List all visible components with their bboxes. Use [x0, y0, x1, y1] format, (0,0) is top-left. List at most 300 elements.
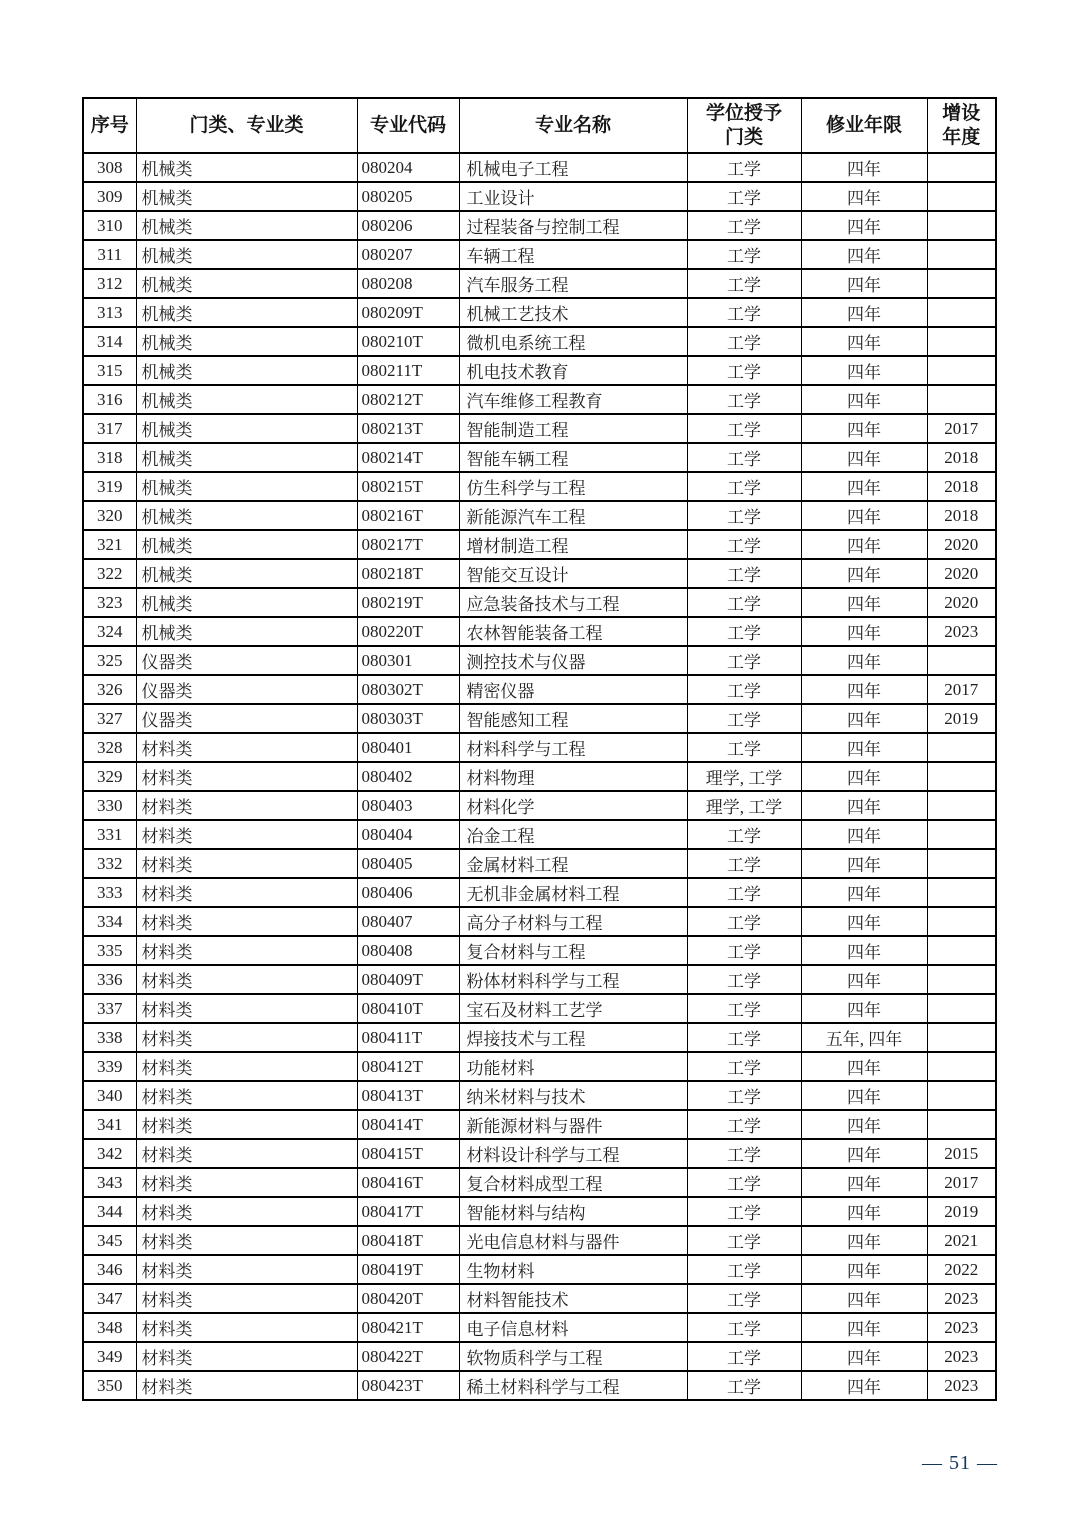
cell-name: 新能源汽车工程: [459, 501, 687, 530]
cell-degree: 工学: [687, 1284, 801, 1313]
table-row: [83, 936, 996, 965]
cell-degree: 工学: [687, 472, 801, 501]
cell-name: 测控技术与仪器: [459, 646, 687, 675]
cell-added: [927, 153, 996, 182]
cell-name: 汽车服务工程: [459, 269, 687, 298]
cell-degree: 工学: [687, 1313, 801, 1342]
cell-years: 四年: [801, 501, 927, 530]
cell-seq: 308: [83, 153, 136, 182]
cell-code: 080217T: [357, 530, 459, 559]
cell-category: 材料类: [136, 907, 357, 936]
cell-degree: 工学: [687, 182, 801, 211]
cell-degree: 理学, 工学: [687, 762, 801, 791]
cell-category: 材料类: [136, 994, 357, 1023]
cell-code: 080302T: [357, 675, 459, 704]
table-row: [83, 1052, 996, 1081]
table-row: [83, 1313, 996, 1342]
cell-name: 无机非金属材料工程: [459, 878, 687, 907]
cell-years: 四年: [801, 327, 927, 356]
cell-years: 四年: [801, 820, 927, 849]
cell-code: 080406: [357, 878, 459, 907]
cell-years: 四年: [801, 385, 927, 414]
cell-code: 080402: [357, 762, 459, 791]
cell-years: 四年: [801, 791, 927, 820]
cell-category: 材料类: [136, 965, 357, 994]
table-row: [83, 269, 996, 298]
cell-seq: 340: [83, 1081, 136, 1110]
cell-name: 冶金工程: [459, 820, 687, 849]
cell-degree: 工学: [687, 269, 801, 298]
cell-name: 仿生科学与工程: [459, 472, 687, 501]
cell-degree: 工学: [687, 530, 801, 559]
cell-code: 080407: [357, 907, 459, 936]
cell-code: 080210T: [357, 327, 459, 356]
cell-code: 080216T: [357, 501, 459, 530]
column-header: 增设 年度: [927, 98, 996, 153]
cell-degree: 工学: [687, 501, 801, 530]
cell-category: 机械类: [136, 356, 357, 385]
table-row: [83, 414, 996, 443]
table-row: [83, 472, 996, 501]
table-row: [83, 1081, 996, 1110]
table-row: [83, 385, 996, 414]
cell-degree: 工学: [687, 1110, 801, 1139]
cell-added: [927, 849, 996, 878]
cell-added: 2020: [927, 530, 996, 559]
cell-seq: 338: [83, 1023, 136, 1052]
cell-years: 四年: [801, 936, 927, 965]
cell-years: 四年: [801, 211, 927, 240]
cell-category: 材料类: [136, 936, 357, 965]
table-row: [83, 704, 996, 733]
cell-added: 2022: [927, 1255, 996, 1284]
cell-years: 四年: [801, 849, 927, 878]
cell-years: 四年: [801, 907, 927, 936]
cell-years: 五年, 四年: [801, 1023, 927, 1052]
cell-seq: 347: [83, 1284, 136, 1313]
table-row: [83, 849, 996, 878]
cell-added: 2018: [927, 472, 996, 501]
cell-code: 080405: [357, 849, 459, 878]
table-row: [83, 878, 996, 907]
cell-degree: 工学: [687, 1226, 801, 1255]
cell-code: 080421T: [357, 1313, 459, 1342]
cell-name: 工业设计: [459, 182, 687, 211]
cell-years: 四年: [801, 1110, 927, 1139]
cell-category: 机械类: [136, 298, 357, 327]
cell-code: 080403: [357, 791, 459, 820]
cell-degree: 工学: [687, 1371, 801, 1400]
cell-degree: 工学: [687, 443, 801, 472]
cell-name: 增材制造工程: [459, 530, 687, 559]
cell-years: 四年: [801, 1197, 927, 1226]
cell-category: 材料类: [136, 820, 357, 849]
cell-years: 四年: [801, 414, 927, 443]
cell-seq: 329: [83, 762, 136, 791]
cell-name: 功能材料: [459, 1052, 687, 1081]
cell-seq: 349: [83, 1342, 136, 1371]
cell-degree: 工学: [687, 1052, 801, 1081]
cell-years: 四年: [801, 530, 927, 559]
table-row: [83, 1197, 996, 1226]
table-row: [83, 501, 996, 530]
cell-code: 080215T: [357, 472, 459, 501]
cell-added: 2023: [927, 1313, 996, 1342]
cell-years: 四年: [801, 1255, 927, 1284]
cell-degree: 工学: [687, 1342, 801, 1371]
cell-added: [927, 211, 996, 240]
cell-name: 粉体材料科学与工程: [459, 965, 687, 994]
cell-seq: 339: [83, 1052, 136, 1081]
cell-name: 汽车维修工程教育: [459, 385, 687, 414]
cell-years: 四年: [801, 443, 927, 472]
cell-name: 软物质科学与工程: [459, 1342, 687, 1371]
cell-name: 机械工艺技术: [459, 298, 687, 327]
cell-category: 仪器类: [136, 646, 357, 675]
cell-years: 四年: [801, 269, 927, 298]
table-row: [83, 1023, 996, 1052]
table-row: [83, 327, 996, 356]
cell-added: [927, 791, 996, 820]
cell-category: 材料类: [136, 1197, 357, 1226]
cell-name: 稀土材料科学与工程: [459, 1371, 687, 1400]
cell-code: 080408: [357, 936, 459, 965]
cell-degree: 工学: [687, 936, 801, 965]
cell-code: 080206: [357, 211, 459, 240]
cell-category: 机械类: [136, 530, 357, 559]
column-header: 专业代码: [357, 98, 459, 153]
cell-category: 材料类: [136, 1052, 357, 1081]
cell-added: [927, 298, 996, 327]
column-header: 学位授予 门类: [687, 98, 801, 153]
cell-name: 新能源材料与器件: [459, 1110, 687, 1139]
cell-seq: 348: [83, 1313, 136, 1342]
cell-category: 材料类: [136, 1313, 357, 1342]
cell-years: 四年: [801, 1139, 927, 1168]
cell-seq: 317: [83, 414, 136, 443]
cell-name: 光电信息材料与器件: [459, 1226, 687, 1255]
cell-seq: 324: [83, 617, 136, 646]
cell-added: [927, 936, 996, 965]
cell-added: [927, 907, 996, 936]
cell-category: 仪器类: [136, 704, 357, 733]
cell-name: 生物材料: [459, 1255, 687, 1284]
cell-degree: 工学: [687, 211, 801, 240]
cell-name: 高分子材料与工程: [459, 907, 687, 936]
cell-name: 应急装备技术与工程: [459, 588, 687, 617]
cell-added: 2017: [927, 1168, 996, 1197]
cell-name: 材料化学: [459, 791, 687, 820]
cell-code: 080419T: [357, 1255, 459, 1284]
cell-code: 080414T: [357, 1110, 459, 1139]
cell-degree: 工学: [687, 356, 801, 385]
table-row: [83, 443, 996, 472]
cell-degree: 工学: [687, 153, 801, 182]
cell-name: 农林智能装备工程: [459, 617, 687, 646]
cell-years: 四年: [801, 153, 927, 182]
cell-years: 四年: [801, 1168, 927, 1197]
cell-category: 材料类: [136, 1284, 357, 1313]
cell-seq: 346: [83, 1255, 136, 1284]
cell-added: [927, 327, 996, 356]
table-row: [83, 762, 996, 791]
cell-degree: 工学: [687, 559, 801, 588]
cell-degree: 工学: [687, 849, 801, 878]
cell-added: 2017: [927, 414, 996, 443]
cell-degree: 工学: [687, 385, 801, 414]
cell-name: 车辆工程: [459, 240, 687, 269]
cell-years: 四年: [801, 704, 927, 733]
table-row: [83, 530, 996, 559]
cell-category: 材料类: [136, 1139, 357, 1168]
cell-years: 四年: [801, 588, 927, 617]
cell-added: [927, 762, 996, 791]
table-row: [83, 791, 996, 820]
cell-code: 080418T: [357, 1226, 459, 1255]
cell-added: [927, 269, 996, 298]
table-row: [83, 1284, 996, 1313]
cell-added: 2023: [927, 1284, 996, 1313]
cell-years: 四年: [801, 994, 927, 1023]
cell-degree: 工学: [687, 965, 801, 994]
cell-name: 微机电系统工程: [459, 327, 687, 356]
cell-seq: 342: [83, 1139, 136, 1168]
cell-code: 080413T: [357, 1081, 459, 1110]
cell-years: 四年: [801, 1371, 927, 1400]
cell-name: 机械电子工程: [459, 153, 687, 182]
cell-added: 2015: [927, 1139, 996, 1168]
cell-name: 智能车辆工程: [459, 443, 687, 472]
cell-code: 080214T: [357, 443, 459, 472]
cell-degree: 理学, 工学: [687, 791, 801, 820]
cell-category: 材料类: [136, 878, 357, 907]
cell-added: 2017: [927, 675, 996, 704]
cell-years: 四年: [801, 1081, 927, 1110]
cell-degree: 工学: [687, 240, 801, 269]
column-header: 序号: [83, 98, 136, 153]
table-row: [83, 588, 996, 617]
cell-name: 过程装备与控制工程: [459, 211, 687, 240]
table-row: [83, 820, 996, 849]
cell-added: 2019: [927, 1197, 996, 1226]
cell-seq: 312: [83, 269, 136, 298]
cell-category: 材料类: [136, 1110, 357, 1139]
table-row: [83, 965, 996, 994]
cell-years: 四年: [801, 733, 927, 762]
cell-added: [927, 994, 996, 1023]
cell-category: 材料类: [136, 1342, 357, 1371]
cell-degree: 工学: [687, 1255, 801, 1284]
cell-seq: 335: [83, 936, 136, 965]
cell-degree: 工学: [687, 327, 801, 356]
table-row: [83, 617, 996, 646]
table-row: [83, 298, 996, 327]
cell-category: 材料类: [136, 1371, 357, 1400]
cell-years: 四年: [801, 762, 927, 791]
cell-name: 材料物理: [459, 762, 687, 791]
cell-code: 080219T: [357, 588, 459, 617]
cell-years: 四年: [801, 617, 927, 646]
cell-seq: 323: [83, 588, 136, 617]
table-row: [83, 356, 996, 385]
cell-code: 080205: [357, 182, 459, 211]
cell-years: 四年: [801, 1226, 927, 1255]
cell-added: 2020: [927, 588, 996, 617]
cell-category: 材料类: [136, 762, 357, 791]
cell-name: 宝石及材料工艺学: [459, 994, 687, 1023]
table-row: [83, 994, 996, 1023]
cell-seq: 341: [83, 1110, 136, 1139]
cell-code: 080410T: [357, 994, 459, 1023]
cell-seq: 343: [83, 1168, 136, 1197]
table-row: [83, 211, 996, 240]
table-row: [83, 1139, 996, 1168]
table-row: [83, 1226, 996, 1255]
cell-code: 080211T: [357, 356, 459, 385]
cell-seq: 318: [83, 443, 136, 472]
cell-category: 机械类: [136, 385, 357, 414]
cell-years: 四年: [801, 675, 927, 704]
cell-category: 机械类: [136, 327, 357, 356]
cell-years: 四年: [801, 240, 927, 269]
cell-seq: 327: [83, 704, 136, 733]
cell-code: 080208: [357, 269, 459, 298]
cell-category: 机械类: [136, 269, 357, 298]
cell-seq: 309: [83, 182, 136, 211]
cell-degree: 工学: [687, 617, 801, 646]
cell-seq: 326: [83, 675, 136, 704]
cell-code: 080303T: [357, 704, 459, 733]
cell-name: 精密仪器: [459, 675, 687, 704]
cell-added: 2019: [927, 704, 996, 733]
table-row: [83, 907, 996, 936]
cell-code: 080207: [357, 240, 459, 269]
cell-added: 2020: [927, 559, 996, 588]
cell-added: [927, 878, 996, 907]
cell-code: 080209T: [357, 298, 459, 327]
cell-name: 智能感知工程: [459, 704, 687, 733]
majors-table: [82, 97, 997, 1401]
cell-name: 机电技术教育: [459, 356, 687, 385]
table-row: [83, 1168, 996, 1197]
cell-added: [927, 820, 996, 849]
cell-category: 机械类: [136, 472, 357, 501]
cell-code: 080423T: [357, 1371, 459, 1400]
cell-seq: 330: [83, 791, 136, 820]
cell-years: 四年: [801, 356, 927, 385]
cell-code: 080220T: [357, 617, 459, 646]
cell-code: 080422T: [357, 1342, 459, 1371]
cell-added: [927, 733, 996, 762]
cell-name: 复合材料与工程: [459, 936, 687, 965]
cell-seq: 319: [83, 472, 136, 501]
table-row: [83, 182, 996, 211]
cell-added: [927, 240, 996, 269]
cell-category: 机械类: [136, 240, 357, 269]
cell-years: 四年: [801, 559, 927, 588]
cell-code: 080212T: [357, 385, 459, 414]
cell-category: 机械类: [136, 617, 357, 646]
cell-added: [927, 356, 996, 385]
cell-name: 智能制造工程: [459, 414, 687, 443]
cell-degree: 工学: [687, 414, 801, 443]
table-row: [83, 153, 996, 182]
cell-category: 机械类: [136, 211, 357, 240]
cell-code: 080409T: [357, 965, 459, 994]
cell-category: 材料类: [136, 1168, 357, 1197]
table-header: [83, 98, 996, 153]
cell-added: [927, 182, 996, 211]
cell-name: 纳米材料与技术: [459, 1081, 687, 1110]
cell-years: 四年: [801, 1052, 927, 1081]
cell-added: [927, 965, 996, 994]
table-row: [83, 1342, 996, 1371]
cell-years: 四年: [801, 965, 927, 994]
cell-years: 四年: [801, 878, 927, 907]
cell-years: 四年: [801, 182, 927, 211]
cell-seq: 321: [83, 530, 136, 559]
table-row: [83, 733, 996, 762]
cell-years: 四年: [801, 472, 927, 501]
cell-code: 080420T: [357, 1284, 459, 1313]
table-row: [83, 559, 996, 588]
cell-category: 机械类: [136, 182, 357, 211]
cell-category: 仪器类: [136, 675, 357, 704]
table-row: [83, 646, 996, 675]
cell-degree: 工学: [687, 1197, 801, 1226]
cell-code: 080204: [357, 153, 459, 182]
cell-years: 四年: [801, 1313, 927, 1342]
cell-added: [927, 1052, 996, 1081]
cell-degree: 工学: [687, 733, 801, 762]
cell-seq: 315: [83, 356, 136, 385]
cell-name: 电子信息材料: [459, 1313, 687, 1342]
cell-code: 080412T: [357, 1052, 459, 1081]
header-row: [83, 98, 996, 153]
cell-degree: 工学: [687, 907, 801, 936]
cell-code: 080218T: [357, 559, 459, 588]
cell-name: 智能材料与结构: [459, 1197, 687, 1226]
cell-code: 080213T: [357, 414, 459, 443]
cell-name: 材料科学与工程: [459, 733, 687, 762]
cell-seq: 314: [83, 327, 136, 356]
cell-seq: 332: [83, 849, 136, 878]
cell-degree: 工学: [687, 704, 801, 733]
cell-degree: 工学: [687, 994, 801, 1023]
cell-added: 2023: [927, 617, 996, 646]
table-row: [83, 1255, 996, 1284]
cell-seq: 334: [83, 907, 136, 936]
cell-added: [927, 1023, 996, 1052]
cell-degree: 工学: [687, 298, 801, 327]
cell-degree: 工学: [687, 1139, 801, 1168]
cell-seq: 350: [83, 1371, 136, 1400]
column-header: 专业名称: [459, 98, 687, 153]
cell-code: 080301: [357, 646, 459, 675]
cell-degree: 工学: [687, 1168, 801, 1197]
column-header: 门类、专业类: [136, 98, 357, 153]
cell-name: 金属材料工程: [459, 849, 687, 878]
cell-seq: 333: [83, 878, 136, 907]
cell-added: 2018: [927, 443, 996, 472]
cell-code: 080411T: [357, 1023, 459, 1052]
cell-code: 080404: [357, 820, 459, 849]
cell-category: 材料类: [136, 1023, 357, 1052]
cell-added: [927, 646, 996, 675]
cell-name: 材料设计科学与工程: [459, 1139, 687, 1168]
cell-added: 2023: [927, 1371, 996, 1400]
cell-category: 机械类: [136, 559, 357, 588]
